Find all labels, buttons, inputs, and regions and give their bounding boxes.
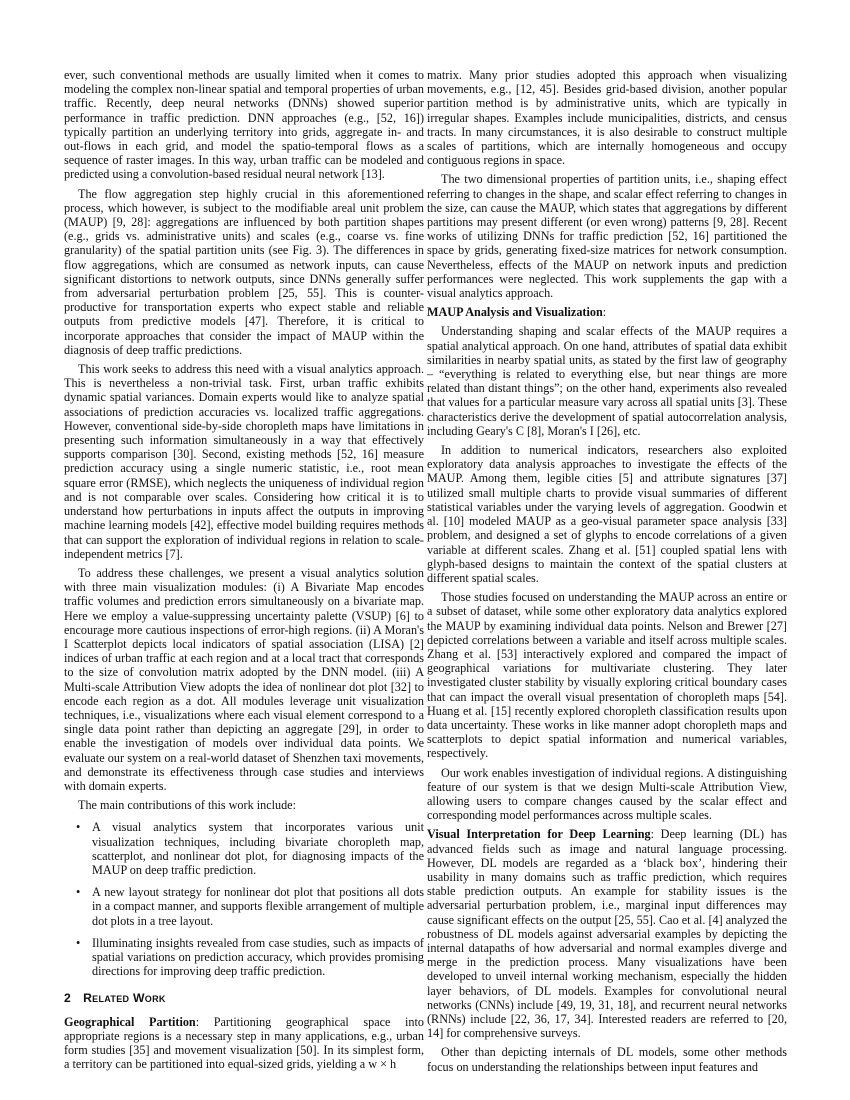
paragraph: To address these challenges, we present a visual analytics solution with three main visualization modules: (i) A Bivariate Map encodes traffic volumes and prediction errors simultaneously on a bivariate map. Here we employ a value-suppressing uncertainty palette (VSUP) [6] to encourage more cautious inspections of error-high regions. (ii) A Moran's I Scatterplot depicts local indicators of spatial association (LISA) [2] indices of urban traffic at each region and at a local tract that corresponds to the size of convolution matrix adopted by the DNN model. (iii) A Multi-scale Attribution View adopts the idea of nonlinear dot plot [32] to encode each region as a dot. All modules leverage unit visualization techniques, i.e., visualizations where each visual element correspond to a single data point rather than depicting an aggregate [29], in order to enable the investigation of models over individual data points. We evaluate our system on a real-world dataset of Shenzhen taxi movements, and demonstrate its effectiveness through case studies and interviews with domain experts. (64, 565, 424, 793)
paragraph: Our work enables investigation of individual regions. A distinguishing feature of our system is that we design Multi-scale Attribution View, allowing users to compare changes caused by the scalar effect and corresponding model performances across multiple scales. (427, 765, 787, 823)
section-heading (64, 991, 424, 1005)
paragraph: The flow aggregation step highly crucial in this aforementioned process, which however, is subject to the modifiable areal unit problem (MAUP) [9, 28]: aggregations are influenced by both partition shapes (e.g., grids vs. administrative units) and scales (e.g., coarse vs. fine granularity) of the spatial partition units (see Fig. 3). The differences in flow aggregations, which are consumed as network inputs, can cause significant distortions to network outputs, since DNNs generally suffer from adversarial perturbation problem [25, 55]. This is counter-productive for transportation experts who expect stable and reliable outputs from predictive models [47]. Therefore, it is critical to incorporate approaches that consider the impact of MAUP within the diagnosis of deep traffic predictions. (64, 186, 424, 357)
list-item: • A visual analytics system that incorporates various unit visualization techniques, including bivariate choropleth map, scatterplot, and nonlinear dot plot, for diagnosing impacts of the MAUP on deep traffic prediction. (64, 820, 424, 877)
contributions-list (64, 820, 424, 978)
subsection-heading (427, 305, 787, 319)
paragraph: Other than depicting internals of DL models, some other methods focus on understanding the relationships between input features and (427, 1045, 787, 1074)
right-column (427, 68, 787, 1088)
paragraph: In addition to numerical indicators, researchers also exploited exploratory data analysis approaches to investigate the effects of the MAUP. Among them, legible cities [5] and attribute signatures [37] utilized small multiple charts to provide visual summaries of different statistical variables under the varying levels of aggregation. Goodwin et al. [10] modeled MAUP as a geo-visual parameter space analysis [33] problem, and designed a set of glyphs to encode correlations of a given variable at different scales. Zhang et al. [51] coupled spatial lens with glyph-based designs to maintain the context of the spatial clusters at different spatial scales. (427, 443, 787, 585)
list-item: • Illuminating insights revealed from case studies, such as impacts of spatial variations on prediction accuracy, which provides promising directions for improving deep traffic prediction. (64, 936, 424, 979)
paragraph: Understanding shaping and scalar effects of the MAUP requires a spatial analytical approach. On one hand, attributes of spatial data exhibit similarities in nearby spatial units, as stated by the first law of geography – “everything is related to everything else, but near things are more related than distant things”; on the other hand, experiments also revealed that values for a particular measure vary across all spatial units [3]. These characteristics derive the development of spatial autocorrelation analysis, including Geary's C [8], Moran's I [26], etc. (427, 324, 787, 438)
paragraph (427, 827, 787, 1040)
paragraph: matrix. Many prior studies adopted this approach when visualizing movements, e.g., [12, 45]. Besides grid-based division, another popular partition method is by administrative units, which are typically in irregular shapes. Examples include municipalities, districts, and census tracts. In many circumstances, it is also desirable to construct multiple scales of partitions, which are internally homogeneous and occupy contiguous regions in space. (427, 68, 787, 168)
section-number: 2 (64, 991, 72, 1006)
run-in-heading: Visual Interpretation for Deep Learning (427, 827, 651, 842)
section-title: Related Work (83, 991, 166, 1006)
run-in-heading: MAUP Analysis and Visualization (427, 305, 603, 320)
paragraph-text: : Deep learning (DL) has advanced fields such as image and natural language processing. However, DL models are regarded as a ‘black box’, hindering their usability in many domains such as traffic prediction, which requires stable prediction outputs. An example for stability issues is the adversarial perturbation problem, i.e., marginal input differences may cause significant effects on the output [25, 55]. Cao et al. [4] analyzed the robustness of DL models against adversarial examples by depicting the internal datapaths of how adversarial and normal examples diverge and merge in the prediction process. Many visualizations have been developed to unveil internal working mechanism, especially the hidden layer behaviors, of DL models. Examples for convolutional neural networks (CNNs) include [49, 19, 31, 18], and recurrent neural networks (RNNs) include [22, 36, 17, 34]. Interested readers are referred to [20, 14] for comprehensive surveys. (427, 827, 787, 1041)
heading-colon: : (602, 305, 607, 320)
paragraph: The two dimensional properties of partition units, i.e., shaping effect referring to changes in the shape, and scalar effect referring to changes in the size, can cause the MAUP, which states that aggregations by different partitions may present different (or even wrong) patterns [9, 28]. Recent works of utilizing DNNs for traffic prediction [52, 16] partitioned the space by grids, generating fixed-size matrices for network consumption. Nevertheless, effects of the MAUP on network inputs and prediction performances were neglected. This work supplements the gap with a visual analytics approach. (427, 172, 787, 301)
paragraph: This work seeks to address this need with a visual analytics approach. This is nevertheless a non-trivial task. First, urban traffic exhibits dynamic spatial variances. Domain experts would like to analyze spatial associations of prediction accuracies vs. localized traffic aggregations. However, conventional side-by-side choropleth maps have limitations in presenting such information simultaneously in a way that effectively supports comparison [30]. Second, existing methods [52, 16] measure prediction accuracy using a single numeric statistic, i.e., root mean square error (RMSE), which neglects the uniqueness of individual region and is not comparable over scales. Considering how critical it is to understand how perturbations in inputs affect the outputs in improving machine learning models [42], effective model building requires methods that can support the exploration of individual regions in relation to scale-independent metrics [7]. (64, 362, 424, 561)
paragraph: ever, such conventional methods are usually limited when it comes to modeling the complex non-linear spatial and temporal properties of urban traffic. Recently, deep neural networks (DNNs) showed superior performance in traffic prediction. DNN approaches (e.g., [52, 16]) typically partition an underlying territory into grids, aggregate in- and out-flows in each grid, and model the spatio-temporal flows as a sequence of raster images. In this way, urban traffic can be modeled and predicted using a convolution-based residual neural network [13]. (64, 68, 424, 182)
list-item: • A new layout strategy for nonlinear dot plot that positions all dots in a compact manner, and supports flexible arrangement of multiple dot plots in a tree layout. (64, 885, 424, 928)
run-in-heading: Geographical Partition (64, 1014, 196, 1029)
paragraph (64, 1015, 424, 1072)
paragraph-text: : Partitioning geographical space into appropriate regions is a necessary step in many applications, e.g., urban form studies [35] and movement visualization [50]. In its simplest form, a territory can be partitioned into equal-sized grids, yielding a w × h (64, 1014, 424, 1072)
left-column (64, 68, 424, 1088)
paragraph: Those studies focused on understanding the MAUP across an entire or a subset of dataset, while some other exploratory data analytics explored the MAUP by examining individual data points. Nelson and Brewer [27] depicted correlations between a variable and itself across multiple scales. Zhang et al. [53] interactively explored and compared the impact of geographical variations for multivariate clustering. They later investigated cluster stability by visually exploring critical boundary cases that can impact the overall visual presentation of choropleth maps [54]. Huang et al. [15] recently explored choropleth classification results upon data uncertainty. These works in like manner adopt choropleth maps and scatterplots to depict spatial information and numerical variables, respectively. (427, 590, 787, 761)
paragraph: The main contributions of this work include: (78, 798, 296, 813)
